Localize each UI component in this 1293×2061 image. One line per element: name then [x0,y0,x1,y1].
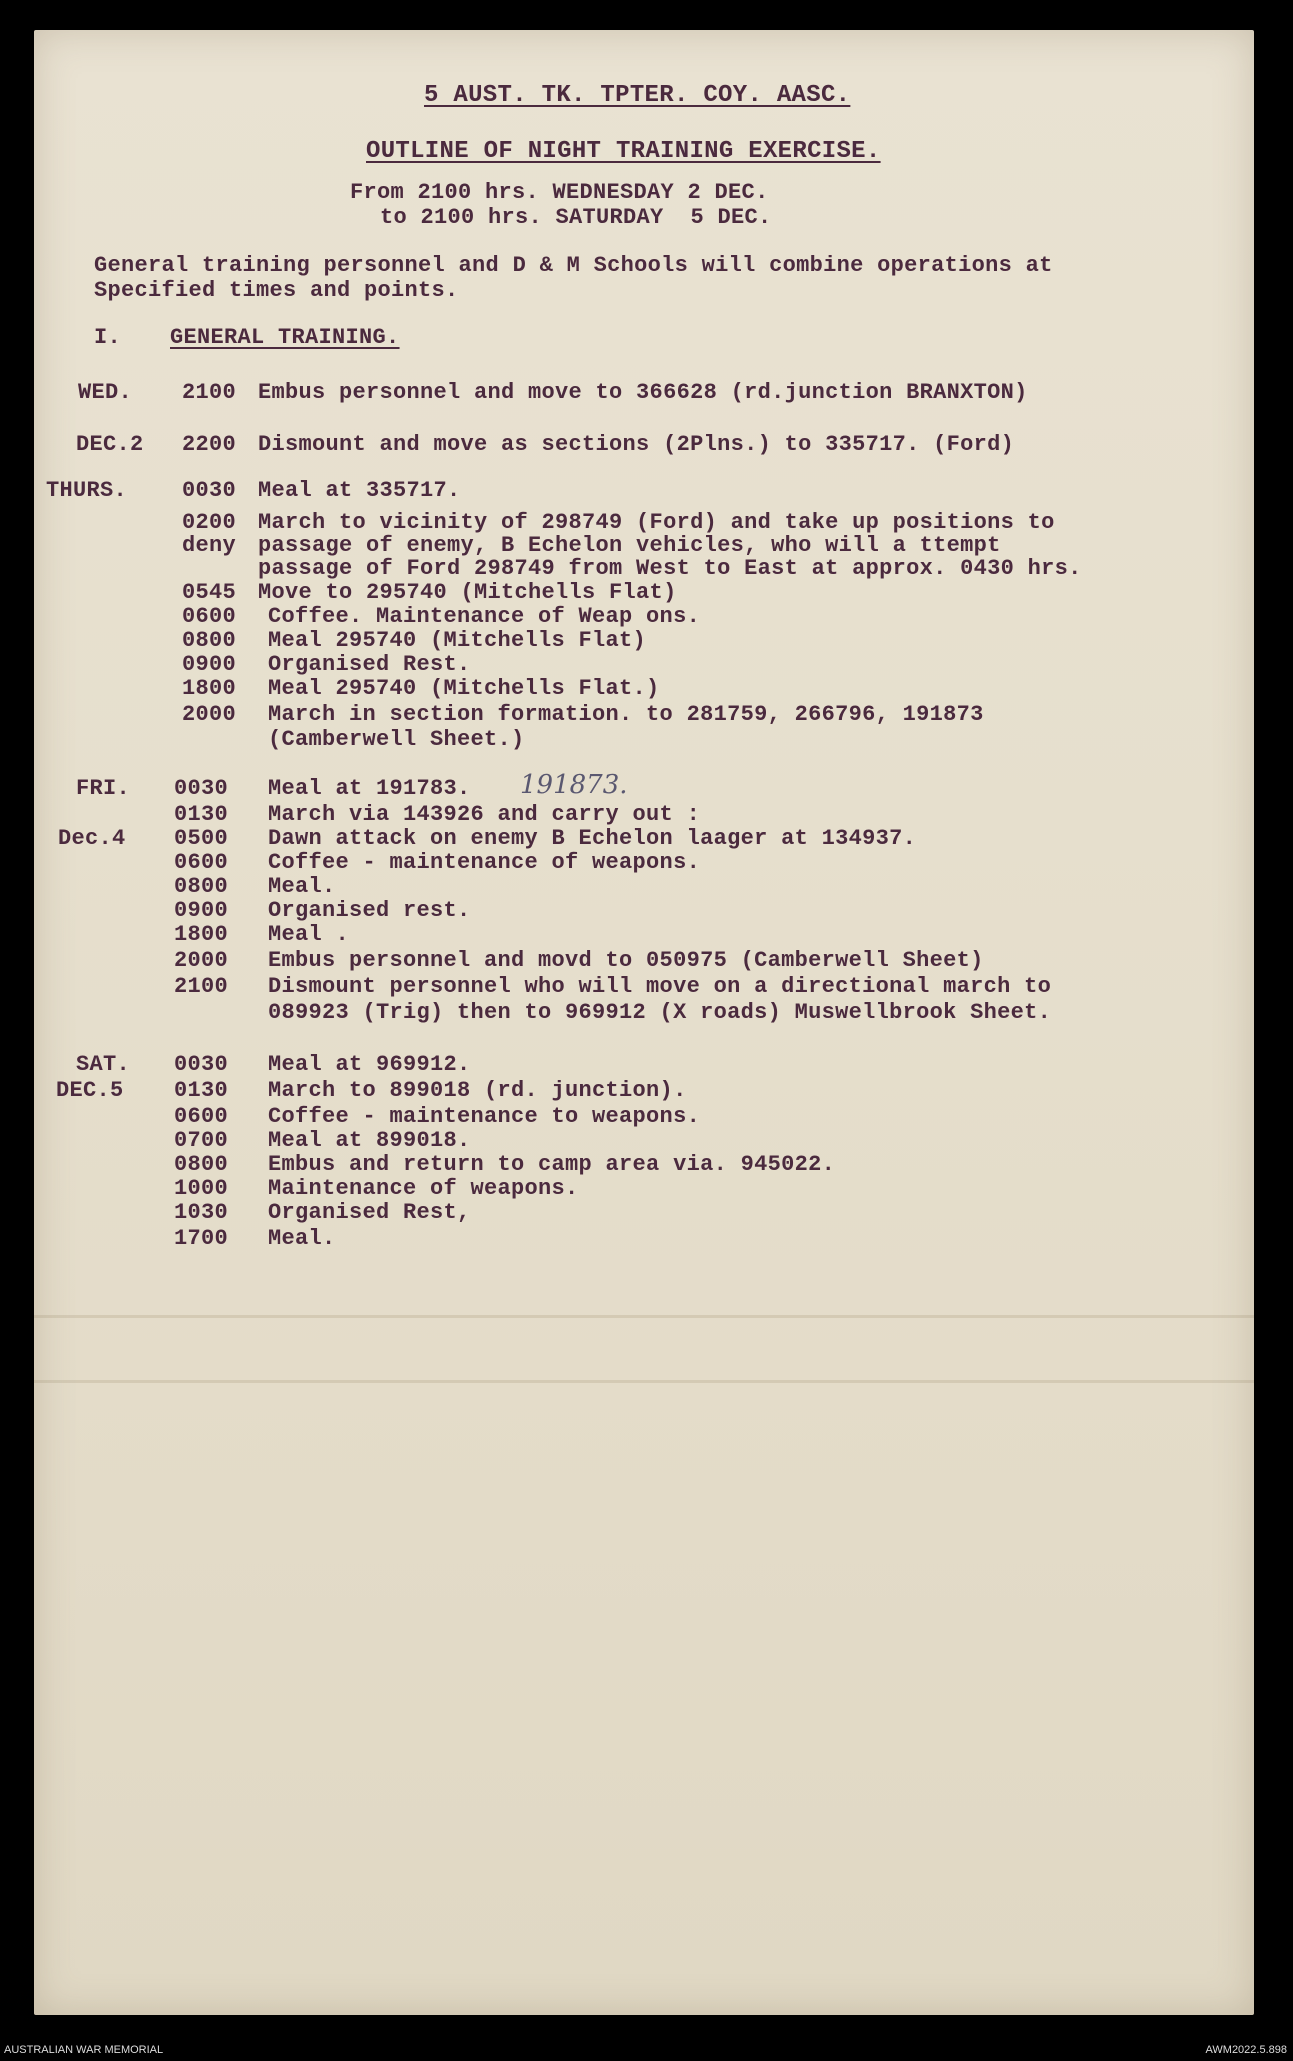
time-cell: 0030 [174,776,229,801]
day-label: THURS. [46,478,128,503]
time-cell: 0130 [174,802,229,827]
time-cell: 1000 [174,1176,229,1201]
schedule-entry: Move to 295740 (Mitchells Flat) [258,580,677,605]
document-title: OUTLINE OF NIGHT TRAINING EXERCISE. [366,138,881,165]
time-cell: 1800 [182,676,237,701]
time-cell: 0545 [182,580,237,605]
time-cell: 0030 [182,478,237,503]
handwritten-correction: 191873. [520,770,628,800]
schedule-entry: Embus personnel and movd to 050975 (Camberwell Sheet) [268,948,984,973]
schedule-entry: Meal at 969912. [268,1052,471,1077]
schedule-entry: Dismount and move as sections (2Plns.) to 335717. (Ford) [258,432,1015,457]
schedule-entry: (Camberwell Sheet.) [268,727,525,752]
time-cell: 2000 [182,702,237,727]
day-label: DEC.2 [76,432,144,457]
schedule-entry: Coffee - maintenance to weapons. [268,1104,701,1129]
schedule-entry: March via 143926 and carry out : [268,802,701,827]
time-cell: 0700 [174,1128,229,1153]
time-cell: 0800 [174,874,229,899]
schedule-entry: passage of Ford 298749 from West to East at approx. 0430 hrs. [258,556,1082,581]
schedule-entry: Meal at 191783. [268,776,471,801]
time-cell: 0900 [174,898,229,923]
time-cell: 0600 [182,604,237,629]
paper-fold-line [34,1315,1254,1318]
time-cell: 2100 [182,380,237,405]
schedule-entry: Coffee. Maintenance of Weap ons. [268,604,701,629]
paper-fold-line [34,1380,1254,1383]
time-cell: 0200 [182,510,237,535]
section-number: I. [94,325,122,350]
schedule-entry: March in section formation. to 281759, 266796, 191873 [268,702,984,727]
time-cell: 0500 [174,826,229,851]
unit-heading: 5 AUST. TK. TPTER. COY. AASC. [424,82,851,109]
intro-line-1: General training personnel and D & M Schools will combine operations at [94,253,1053,278]
time-cell: 0800 [182,628,237,653]
schedule-entry: Meal 295740 (Mitchells Flat) [268,628,647,653]
time-cell: 0600 [174,1104,229,1129]
archive-reference: AWM2022.5.898 [1205,2044,1287,2056]
schedule-entry: Coffee - maintenance of weapons. [268,850,701,875]
time-cell: 0800 [174,1152,229,1177]
archive-credit: AUSTRALIAN WAR MEMORIAL [4,2044,164,2056]
section-title: GENERAL TRAINING. [170,325,400,350]
schedule-entry: Embus and return to camp area via. 945022. [268,1152,836,1177]
period-line-2: to 2100 hrs. SATURDAY 5 DEC. [380,205,772,230]
schedule-entry: Organised Rest, [268,1200,471,1225]
day-label: Dec.4 [58,826,126,851]
time-cell: 1700 [174,1226,229,1251]
schedule-entry: Meal 295740 (Mitchells Flat.) [268,676,660,701]
schedule-entry: passage of enemy, B Echelon vehicles, who will a ttempt [258,533,1001,558]
schedule-entry: Meal. [268,1226,336,1251]
day-label: SAT. [76,1052,131,1077]
schedule-entry: Organised rest. [268,898,471,923]
time-cell: 2200 [182,432,237,457]
time-cell: 0900 [182,652,237,677]
schedule-entry: Organised Rest. [268,652,471,677]
schedule-entry: Dawn attack on enemy B Echelon laager at 134937. [268,826,917,851]
day-label: DEC.5 [56,1078,124,1103]
schedule-entry: Meal at 899018. [268,1128,471,1153]
time-cell: 0130 [174,1078,229,1103]
schedule-entry: March to vicinity of 298749 (Ford) and take up positions to [258,510,1055,535]
schedule-entry: 089923 (Trig) then to 969912 (X roads) Muswellbrook Sheet. [268,1000,1052,1025]
schedule-entry: Meal. [268,874,336,899]
schedule-entry: Dismount personnel who will move on a directional march to [268,974,1052,999]
time-cell: 1800 [174,922,229,947]
intro-line-2: Specified times and points. [94,278,459,303]
schedule-entry: Maintenance of weapons. [268,1176,579,1201]
time-cell: 2000 [174,948,229,973]
schedule-entry: Meal . [268,922,350,947]
day-label: FRI. [76,776,131,801]
day-label: WED. [78,380,133,405]
time-cell: 1030 [174,1200,229,1225]
time-cell: deny [182,533,237,558]
schedule-entry: Embus personnel and move to 366628 (rd.junction BRANXTON) [258,380,1028,405]
time-cell: 2100 [174,974,229,999]
period-line-1: From 2100 hrs. WEDNESDAY 2 DEC. [350,180,769,205]
time-cell: 0030 [174,1052,229,1077]
schedule-entry: Meal at 335717. [258,478,461,503]
schedule-entry: March to 899018 (rd. junction). [268,1078,687,1103]
time-cell: 0600 [174,850,229,875]
